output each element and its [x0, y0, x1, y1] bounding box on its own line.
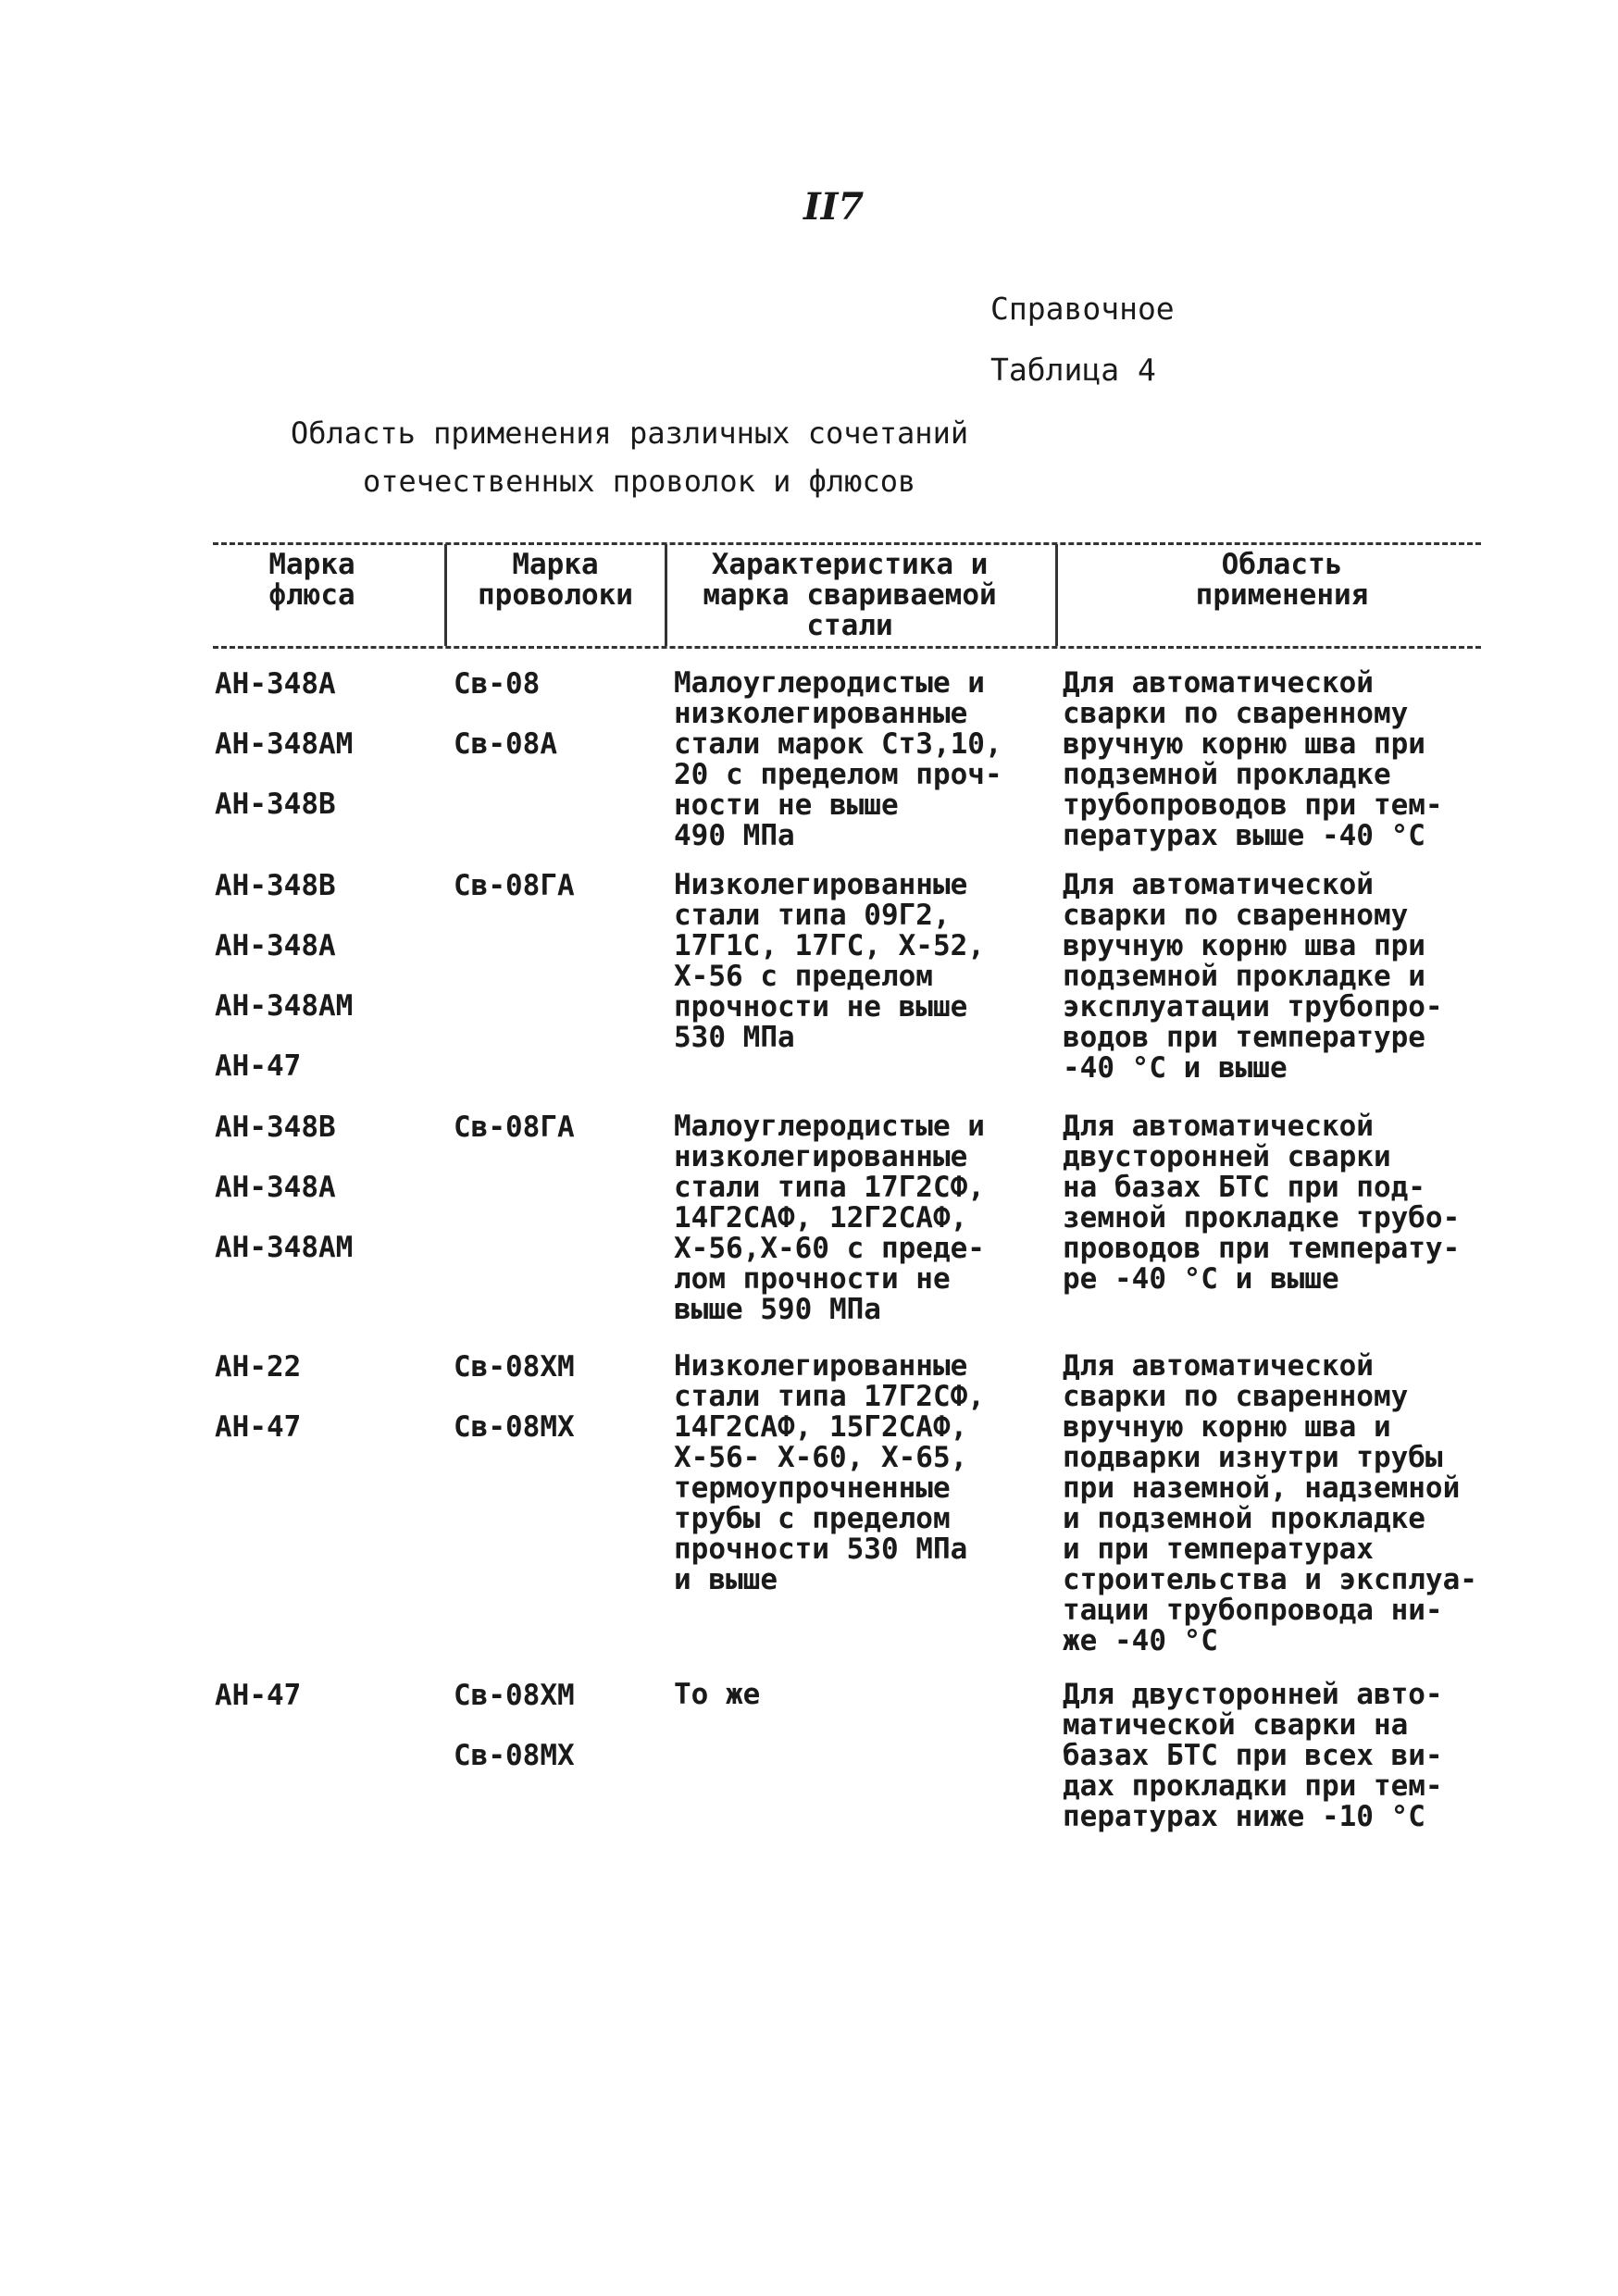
- table-caption: [278, 409, 1018, 505]
- header-flux-brand: Марка флюса: [268, 548, 355, 612]
- flux-brand-cell: [215, 870, 409, 1111]
- steel-characteristics-cell: Малоуглеродистые и низколегированные стали типа 17Г2СФ, 14Г2САФ, 12Г2САФ, Х-56,Х-60 с преде- лом прочности не выше 590 МПа: [674, 1110, 985, 1326]
- wire-brand: Св-08ХМ: [454, 1679, 575, 1712]
- header-column-separator: [665, 544, 667, 646]
- wire-brand-cell: [454, 870, 639, 930]
- flux-brand: АН-47: [215, 1049, 302, 1083]
- table-row: [0, 1351, 1618, 1680]
- wire-brand: Св-08ГА: [454, 869, 575, 902]
- table-body: [0, 668, 1618, 1865]
- wire-brand-cell: [454, 1351, 639, 1471]
- flux-brand: АН-348А: [215, 1171, 336, 1204]
- header-column-separator: [1055, 544, 1058, 646]
- flux-brand: АН-47: [215, 1679, 302, 1712]
- application-area-cell: Для двусторонней авто- матической сварки на базах БТС при всех ви- дах прокладки при тем- пературах ниже -10 °С: [1063, 1678, 1443, 1833]
- table-row: [0, 668, 1618, 870]
- application-area-cell: Для автоматической сварки по сваренному вручную корню шва и подварки изнутри трубы при наземной, надземной и подземной прокладке и при температурах строительства и эксплуа- тации трубопровода ни- же -40 °С: [1063, 1349, 1477, 1657]
- application-area-cell: Для автоматической двусторонней сварки на базах БТС при под- земной прокладке трубо- проводов при температу- ре -40 °С и выше: [1063, 1110, 1461, 1296]
- flux-brand-cell: [215, 1111, 409, 1292]
- page-number: II7: [803, 185, 865, 229]
- table-row: [0, 1111, 1618, 1351]
- table-number-label: Таблица 4: [990, 352, 1156, 388]
- caption-line-2: отечественных проволок и флюсов: [363, 464, 916, 499]
- wire-brand-cell: [454, 1680, 639, 1800]
- application-area-cell: Для автоматической сварки по сваренному вручную корню шва при подземной прокладке трубопроводов при тем- пературах выше -40 °С: [1063, 666, 1443, 852]
- flux-brand: АН-22: [215, 1350, 302, 1384]
- flux-brand: АН-348В: [215, 1111, 336, 1144]
- flux-brand: АН-348А: [215, 667, 336, 701]
- flux-brand-cell: [215, 668, 409, 849]
- reference-label: Справочное: [990, 291, 1175, 327]
- table-row: [0, 1680, 1618, 1865]
- steel-characteristics-cell: Низколегированные стали типа 17Г2СФ, 14Г2САФ, 15Г2САФ, Х-56- Х-60, Х-65, термоупрочненные трубы с пределом прочности 530 МПа и выше: [674, 1349, 985, 1596]
- wire-brand: Св-08ГА: [454, 1111, 575, 1144]
- flux-brand-cell: [215, 1351, 409, 1471]
- flux-brand: АН-348В: [215, 869, 336, 902]
- header-column-separator: [444, 544, 447, 646]
- header-application-area: Область применения: [1195, 548, 1369, 612]
- wire-brand: Св-08МХ: [454, 1739, 575, 1772]
- flux-brand-cell: [215, 1680, 409, 1740]
- application-area-cell: Для автоматической сварки по сваренному вручную корню шва при подземной прокладке и эксплуатации трубопро- водов при температуре -40 °С и выше: [1063, 868, 1443, 1085]
- wire-brand: Св-08ХМ: [454, 1350, 575, 1384]
- header-steel-characteristics: Характеристика и марка свариваемой стали: [703, 548, 997, 642]
- wire-brand-cell: [454, 668, 639, 788]
- flux-brand: АН-348А: [215, 929, 336, 962]
- caption-line-1: Область применения различных сочетаний: [291, 416, 969, 451]
- flux-brand: АН-348АМ: [215, 727, 354, 761]
- wire-brand: Св-08МХ: [454, 1410, 575, 1444]
- steel-characteristics-cell: Низколегированные стали типа 09Г2, 17Г1С, 17ГС, Х-52, Х-56 с пределом прочности не выше 530 МПа: [674, 868, 985, 1054]
- table-header-row: [0, 550, 1618, 642]
- table-row: [0, 870, 1618, 1111]
- steel-characteristics-cell: То же: [674, 1678, 761, 1711]
- steel-characteristics-cell: Малоуглеродистые и низколегированные стали марок Ст3,10, 20 с пределом проч- ности не выше 490 МПа: [674, 666, 1002, 852]
- header-wire-brand: Марка проволоки: [478, 548, 633, 612]
- flux-brand: АН-348В: [215, 788, 336, 821]
- table-top-rule: [213, 542, 1481, 545]
- table-header-rule: [213, 646, 1481, 649]
- flux-brand: АН-348АМ: [215, 1231, 354, 1264]
- wire-brand-cell: [454, 1111, 639, 1172]
- wire-brand: Св-08А: [454, 727, 557, 761]
- wire-brand: Св-08: [454, 667, 541, 701]
- flux-brand: АН-348АМ: [215, 989, 354, 1023]
- flux-brand: АН-47: [215, 1410, 302, 1444]
